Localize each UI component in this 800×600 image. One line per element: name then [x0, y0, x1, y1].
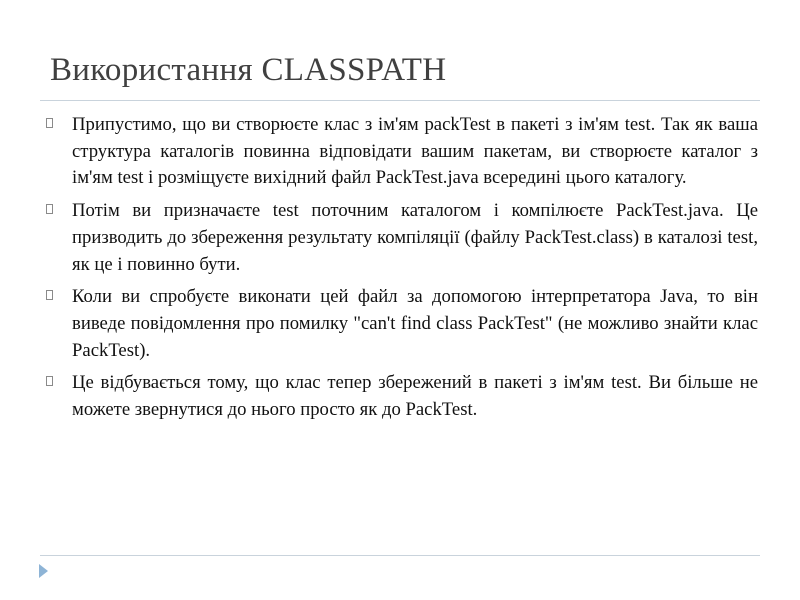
- title-divider: [40, 100, 760, 101]
- hollow-square-bullet-icon: [46, 376, 53, 386]
- footer-divider: [40, 555, 760, 556]
- hollow-square-bullet-icon: [46, 118, 53, 128]
- triangle-arrow-icon: [39, 564, 48, 578]
- hollow-square-bullet-icon: [46, 204, 53, 214]
- slide-title: Використання CLASSPATH: [50, 52, 447, 88]
- bullet-text: Потім ви призначаєте test поточним каталогом і компілюєте PackTest.java. Це призводить до збереження результату компіляції (файлу PackTest.class) в каталозі test, як це і повинно бути.: [72, 200, 758, 275]
- bullet-item: [46, 284, 758, 364]
- hollow-square-bullet-icon: [46, 290, 53, 300]
- bullet-text: Коли ви спробуєте виконати цей файл за допомогою інтерпретатора Java, то він виведе повідомлення про помилку "can't find class PackTest" (не можливо знайти клас PackTest).: [72, 286, 758, 361]
- bullet-text: Припустимо, що ви створюєте клас з ім'ям packTest в пакеті з ім'ям test. Так як ваша структура каталогів повинна відповідати вашим пакетам, ви створюєте каталог з ім'ям test і розміщуєте вихідний файл PackTest.java всередині цього каталогу.: [72, 114, 758, 189]
- bullet-item: [46, 112, 758, 192]
- bullet-text: Це відбувається тому, що клас тепер збережений в пакеті з ім'ям test. Ви більше не можете звернутися до нього просто як до PackTest.: [72, 372, 758, 421]
- bullet-list: [46, 112, 758, 430]
- bullet-item: [46, 370, 758, 423]
- bullet-item: [46, 198, 758, 278]
